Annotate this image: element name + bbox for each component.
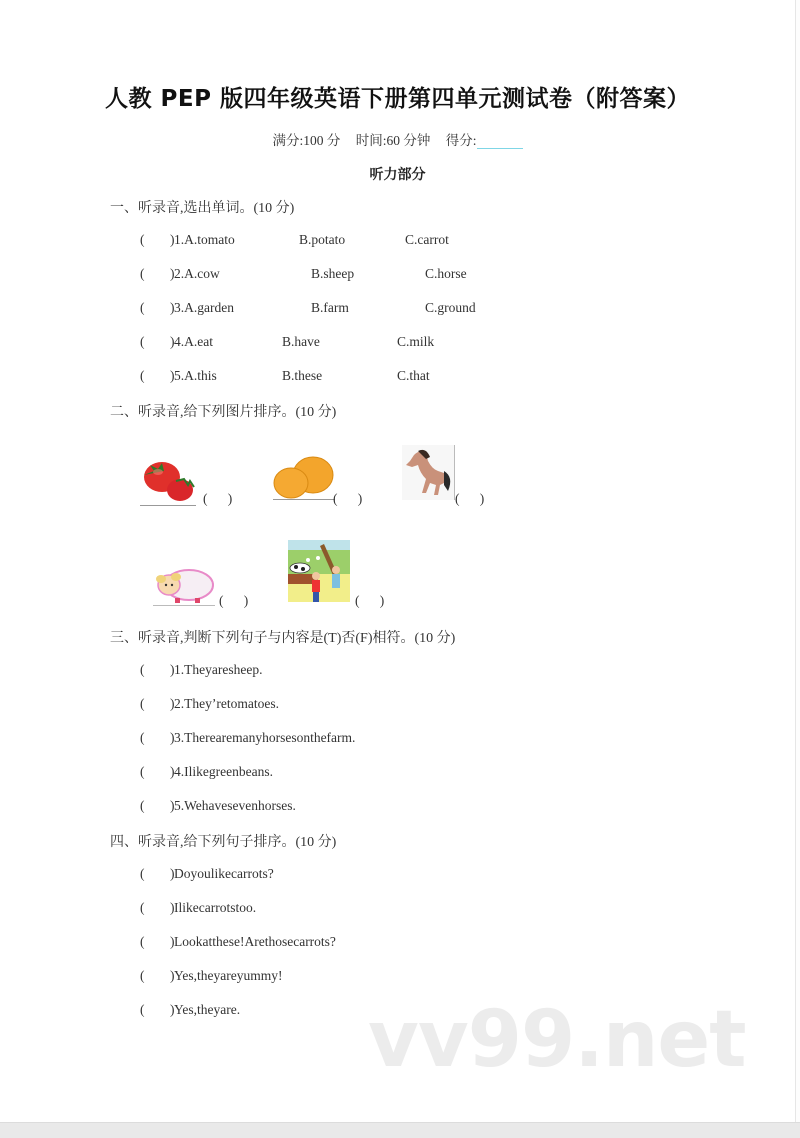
answer-paren-close: ) xyxy=(170,730,175,745)
answer-paren-close: ) xyxy=(170,300,175,315)
section-heading-1: 一、听录音,选出单词。(10 分) xyxy=(110,201,295,216)
option-c: C.carrot xyxy=(405,232,449,247)
answer-paren-close: ) xyxy=(170,798,175,813)
farm-picture xyxy=(288,540,350,602)
watermark: vv99.net xyxy=(368,995,746,1085)
sentence-text: Lookatthese!Arethosecarrots? xyxy=(174,934,336,949)
option-a: 5.A.this xyxy=(174,368,217,383)
answer-paren-close: ) xyxy=(170,368,175,383)
answer-paren-close: ) xyxy=(170,232,175,247)
tomatoes-picture xyxy=(140,455,196,506)
option-a: 1.A.tomato xyxy=(174,232,235,247)
statement-text: 4.Ilikegreenbeans. xyxy=(174,764,273,779)
sentence-text: Yes,theyareyummy! xyxy=(174,968,283,983)
answer-paren-open: ( xyxy=(140,368,145,383)
sentence-text: Yes,theyare. xyxy=(174,1002,241,1017)
picture-answer-paren: ( ) xyxy=(455,491,485,506)
answer-paren-close: ) xyxy=(170,696,175,711)
answer-paren-open: ( xyxy=(140,662,145,677)
option-a: 4.A.eat xyxy=(174,334,213,349)
answer-paren-open: ( xyxy=(140,798,145,813)
horse-picture xyxy=(402,445,455,500)
answer-paren-close: ) xyxy=(170,968,175,983)
answer-paren-close: ) xyxy=(170,266,175,281)
answer-paren-close: ) xyxy=(170,1002,175,1017)
answer-paren-open: ( xyxy=(140,764,145,779)
option-b: B.these xyxy=(282,368,323,383)
answer-paren-open: ( xyxy=(140,232,145,247)
answer-paren-close: ) xyxy=(170,764,175,779)
option-c: C.that xyxy=(397,368,430,383)
section-heading-2: 二、听录音,给下列图片排序。(10 分) xyxy=(110,405,337,420)
score-blank xyxy=(477,136,523,149)
option-c: C.ground xyxy=(425,300,476,315)
answer-paren-close: ) xyxy=(170,866,175,881)
option-c: C.horse xyxy=(425,266,467,281)
answer-paren-close: ) xyxy=(170,934,175,949)
part-title: 听力部分 xyxy=(369,167,426,183)
answer-paren-close: ) xyxy=(170,662,175,677)
sentence-text: Ilikecarrotstoo. xyxy=(174,900,257,915)
option-a: 2.A.cow xyxy=(174,266,220,281)
answer-paren-open: ( xyxy=(140,730,145,745)
picture-answer-paren: ( ) xyxy=(355,593,385,608)
option-b: B.potato xyxy=(299,232,346,247)
sentence-text: Doyoulikecarrots? xyxy=(174,866,274,881)
answer-paren-open: ( xyxy=(140,1002,145,1017)
answer-paren-open: ( xyxy=(140,300,145,315)
option-a: 3.A.garden xyxy=(174,300,234,315)
potatoes-picture xyxy=(273,455,335,500)
sheep-picture xyxy=(153,565,215,606)
option-c: C.milk xyxy=(397,334,435,349)
time-limit: 时间:60 分钟 xyxy=(355,133,431,148)
answer-paren-open: ( xyxy=(140,696,145,711)
answer-paren-open: ( xyxy=(140,334,145,349)
section-heading-4: 四、听录音,给下列句子排序。(10 分) xyxy=(110,835,337,850)
picture-answer-paren: ( ) xyxy=(219,593,249,608)
option-b: B.have xyxy=(282,334,320,349)
statement-text: 2.They’retomatoes. xyxy=(174,696,279,711)
page-bottom-edge xyxy=(0,1122,800,1138)
answer-paren-open: ( xyxy=(140,866,145,881)
document-title: 人教 PEP 版四年级英语下册第四单元测试卷（附答案） xyxy=(105,86,690,112)
answer-paren-open: ( xyxy=(140,266,145,281)
statement-text: 5.Wehavesevenhorses. xyxy=(174,798,296,813)
score-label: 得分: xyxy=(445,133,477,148)
option-b: B.farm xyxy=(311,300,349,315)
option-b: B.sheep xyxy=(311,266,355,281)
picture-answer-paren: ( ) xyxy=(203,491,233,506)
answer-paren-open: ( xyxy=(140,900,145,915)
score-info xyxy=(0,129,795,149)
answer-paren-open: ( xyxy=(140,934,145,949)
answer-paren-close: ) xyxy=(170,334,175,349)
statement-text: 1.Theyaresheep. xyxy=(174,662,263,677)
section-heading-3: 三、听录音,判断下列句子与内容是(T)否(F)相符。(10 分) xyxy=(110,631,456,646)
answer-paren-open: ( xyxy=(140,968,145,983)
full-score: 满分:100 分 xyxy=(272,133,341,148)
statement-text: 3.Therearemanyhorsesonthefarm. xyxy=(174,730,356,745)
answer-paren-close: ) xyxy=(170,900,175,915)
picture-answer-paren: ( ) xyxy=(333,491,363,506)
